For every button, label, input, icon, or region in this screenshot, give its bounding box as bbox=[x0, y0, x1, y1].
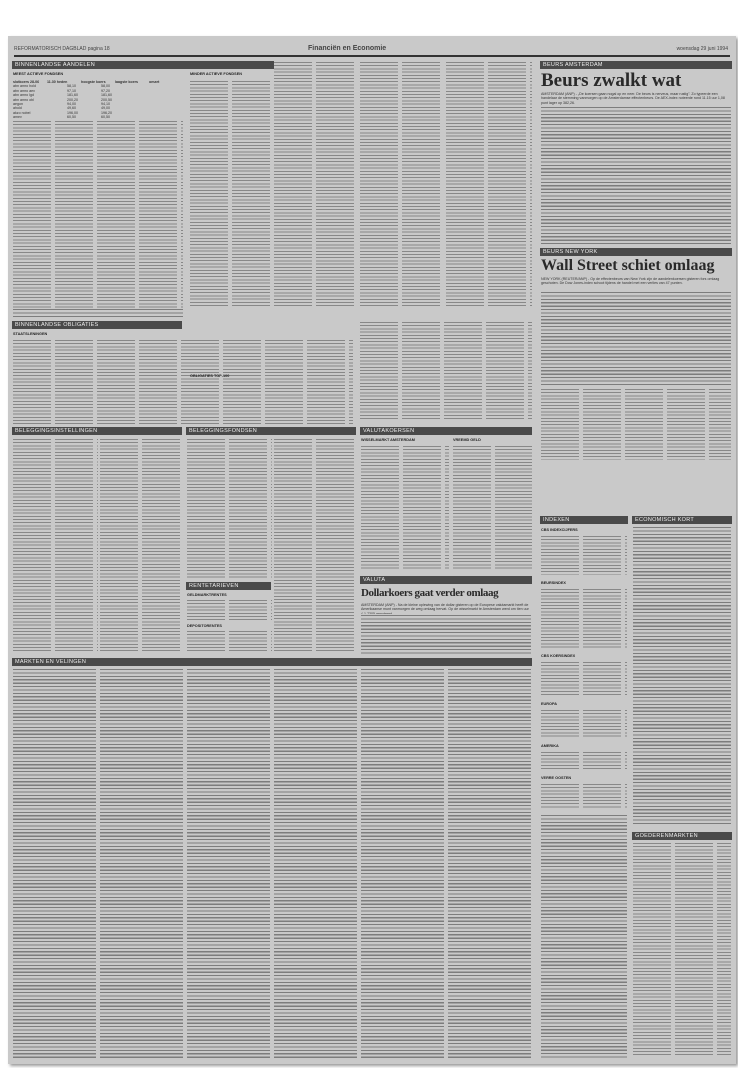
table-cell: abn amro obl bbox=[13, 97, 34, 102]
index-rows bbox=[541, 709, 627, 739]
index-rows bbox=[541, 783, 627, 808]
index-rows bbox=[541, 751, 627, 771]
section-beurs-ny: BEURS NEW YORK bbox=[540, 248, 732, 256]
markten-text-column bbox=[361, 668, 444, 1058]
subheading: GELDMARKTRENTES bbox=[187, 593, 227, 597]
section-economisch-kort: ECONOMISCH KORT bbox=[632, 516, 732, 524]
index-rows bbox=[541, 588, 627, 648]
column-header: slotkoers 28-06 bbox=[13, 80, 40, 84]
valuta-rows bbox=[453, 445, 532, 570]
subheading: WISSELMARKT AMSTERDAM bbox=[361, 438, 415, 442]
index-rows bbox=[541, 535, 627, 575]
ny-article-body bbox=[541, 291, 731, 386]
section-obligaties: BINNENLANDSE OBLIGATIES bbox=[12, 321, 182, 329]
subheading: OBLIGATIES TOP-100 bbox=[190, 374, 230, 378]
subheading: VREEMD GELD bbox=[453, 438, 481, 442]
instellingen-rows bbox=[13, 438, 98, 653]
valuta-rows bbox=[361, 445, 449, 570]
table-cell: akzo nobel bbox=[13, 110, 31, 115]
table-cell: amev bbox=[13, 115, 22, 120]
table-cell: 200,20 bbox=[67, 97, 78, 102]
ny-headline: Wall Street schiet omlaag bbox=[541, 257, 715, 274]
table-row bbox=[13, 115, 183, 119]
date: woensdag 29 juni 1994 bbox=[676, 46, 728, 52]
header-rule bbox=[14, 55, 730, 57]
markten-text-column bbox=[448, 668, 531, 1058]
subheading: VERRE OOSTEN bbox=[541, 776, 572, 780]
section-indexen: INDEXEN bbox=[540, 516, 628, 524]
subheading: EUROPA bbox=[541, 702, 557, 706]
table-cell: 49,60 bbox=[67, 106, 76, 111]
column-header: omzet bbox=[149, 80, 160, 84]
index-rows bbox=[541, 661, 627, 696]
dollar-article-body bbox=[361, 614, 531, 654]
column-header: 11.30 heden bbox=[47, 80, 68, 84]
markten-text-column bbox=[187, 668, 270, 1058]
footnote bbox=[13, 308, 183, 318]
paper-name: REFORMATORISCH DAGBLAD pagina 18 bbox=[14, 46, 110, 52]
amsterdam-lead: AMSTERDAM (ANP) - „De koersen gaan nogal op en neer. De beurs is nerveus, maar rustig”. Zo typeerde een handelaar de stemming vanmorgen op de Amsterdamse effectenbeurs. De AEX-index noteerde rond 11.15 uur 1,08 punt lager op 382,26. bbox=[541, 92, 725, 105]
markten-text-column bbox=[274, 668, 357, 1058]
aandelen-rows bbox=[13, 120, 183, 310]
table-cell: 196,20 bbox=[101, 110, 112, 115]
table-cell: abn amro lgd bbox=[13, 93, 34, 98]
subheading: DEPOSITORENTES bbox=[187, 624, 222, 628]
instellingen-rows bbox=[100, 438, 182, 653]
section-instellingen: BELEGGINGSINSTELLINGEN bbox=[12, 427, 182, 435]
dollar-headline: Dollarkoers gaat verder omlaag bbox=[361, 587, 499, 599]
goederen-rows bbox=[633, 842, 731, 1057]
table-cell: aegon bbox=[13, 102, 23, 107]
section-goederenmarkten: GOEDERENMARKTEN bbox=[632, 832, 732, 840]
table-cell: 94,00 bbox=[67, 102, 76, 107]
subheading: AMERIKA bbox=[541, 744, 559, 748]
ny-table bbox=[541, 388, 731, 460]
table-cell: 58,10 bbox=[67, 84, 76, 89]
subheading: BEURSINDEX bbox=[541, 581, 566, 585]
obligaties-rows bbox=[360, 321, 532, 421]
aandelen-rows bbox=[190, 80, 270, 306]
obligaties-rows bbox=[13, 339, 353, 424]
fondsen-rows bbox=[187, 438, 272, 578]
amsterdam-headline: Beurs zwalkt wat bbox=[541, 70, 682, 91]
table-cell: 200,50 bbox=[101, 97, 112, 102]
table-cell: abn amro hold bbox=[13, 84, 36, 89]
rente-rows bbox=[187, 599, 272, 621]
table-cell: 181,60 bbox=[101, 93, 112, 98]
section-beurs-amsterdam: BEURS AMSTERDAM bbox=[540, 61, 732, 69]
column-header: hoogste koers bbox=[81, 80, 106, 84]
markten-text-column bbox=[13, 668, 96, 1058]
section-fondsen: BELEGGINGSFONDSEN bbox=[186, 427, 356, 435]
aandelen-rows bbox=[274, 61, 354, 306]
economisch-kort-body bbox=[633, 526, 731, 826]
column-text bbox=[541, 814, 627, 1059]
section-rente: RENTETARIEVEN bbox=[186, 582, 271, 590]
table-cell: 60,50 bbox=[101, 115, 110, 120]
table-cell: 49,00 bbox=[101, 106, 110, 111]
subheading: CBS KOERSINDEX bbox=[541, 654, 576, 658]
table-cell: abn amro aex bbox=[13, 88, 35, 93]
subheading: MINDER ACTIEVE FONDSEN bbox=[190, 72, 242, 76]
table-cell: 60,50 bbox=[67, 115, 76, 120]
table-cell: 97,20 bbox=[101, 88, 110, 93]
subheading: MEEST ACTIEVE FONDSEN bbox=[13, 72, 64, 76]
table-cell: 94,10 bbox=[101, 102, 110, 107]
table-cell: 181,60 bbox=[67, 93, 78, 98]
subheading: STAATSLENINGEN bbox=[13, 332, 48, 336]
section-aandelen: BINNENLANDSE AANDELEN bbox=[12, 61, 292, 69]
aandelen-rows bbox=[446, 61, 532, 306]
section-valutakoersen: VALUTAKOERSEN bbox=[360, 427, 532, 435]
aandelen-table bbox=[13, 80, 183, 120]
markten-text-column bbox=[100, 668, 183, 1058]
aandelen-rows bbox=[360, 61, 440, 306]
subheading: CBS INDEXCIJFERS bbox=[541, 528, 578, 532]
table-cell: ahold bbox=[13, 106, 22, 111]
section-valuta: VALUTA bbox=[360, 576, 532, 584]
ny-lead: NEW YORK (REUTER/ANP) - Op de effectenbeurs van New York zijn de aandelenkoersen gisteren fors omlaag geschoten. De Dow Jones-index schoot tijdens de handel met een verlies van 47 punten. bbox=[541, 277, 720, 286]
newspaper-page bbox=[8, 36, 736, 1064]
table-cell: 97,10 bbox=[67, 88, 76, 93]
table-cell: 58,00 bbox=[101, 84, 110, 89]
rente-rows bbox=[187, 630, 272, 652]
section-title: Financiën en Economie bbox=[308, 45, 387, 52]
table-cell: 196,00 bbox=[67, 110, 78, 115]
amsterdam-article-body bbox=[541, 106, 731, 244]
dollar-lead: AMSTERDAM (ANP) - Na de kleine oplewing van de dollar gisteren op de Europese valutamarkt heeft de Amerikaanse munt vanmorgen de weg omlaag hervat. Op de wisselmarkt te Amsterdam werd om tien uur bbox=[361, 603, 529, 612]
section-markten: MARKTEN EN VELINGEN bbox=[12, 658, 532, 666]
fondsen-rows bbox=[274, 438, 356, 653]
column-header: laagste koers bbox=[115, 80, 138, 84]
